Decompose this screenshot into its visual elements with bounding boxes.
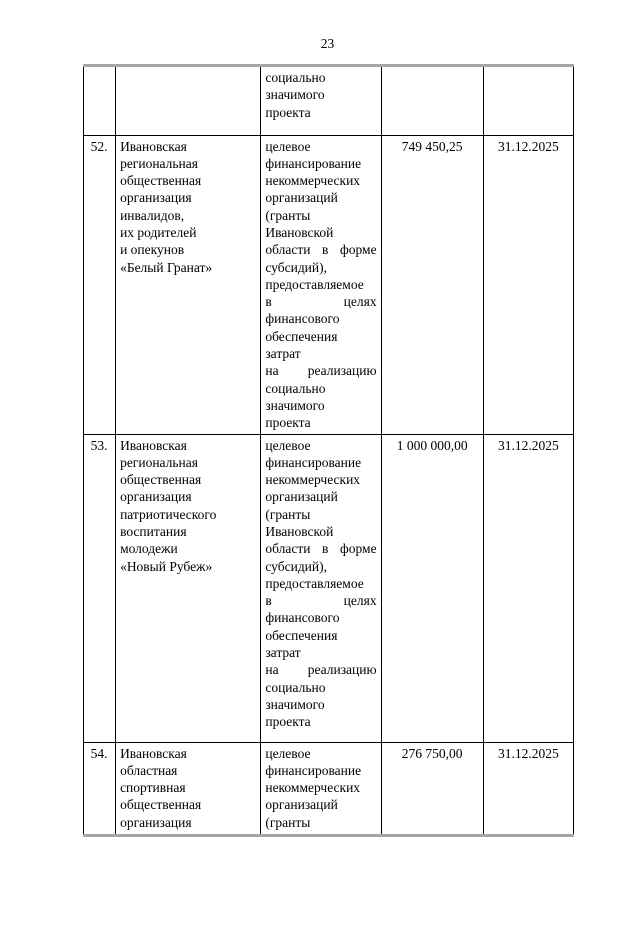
cell-amount: 276 750,00 [381, 742, 483, 834]
page-number: 23 [320, 36, 335, 51]
cell-amount: 1 000 000,00 [381, 434, 483, 742]
cell-organization: Ивановская региональная общественная организация инвалидов, их родителей и опекунов «Белый Гранат» [116, 135, 261, 434]
cell-date: 31.12.2025 [483, 742, 573, 834]
cell-amount [381, 67, 483, 135]
cell-amount: 749 450,25 [381, 135, 483, 434]
grants-table-grid [83, 67, 574, 834]
document-page [0, 36, 640, 837]
cell-number: 53. [84, 434, 116, 742]
table-row-52 [84, 135, 574, 434]
table-row-continuation [84, 67, 574, 135]
cell-purpose: целевое финансирование некоммерческих организаций (гранты Ивановской области в форме субсидий), предоставляемое в целях финансового обеспечения затрат на реализацию социально значимого проекта [261, 135, 381, 434]
cell-number [84, 67, 116, 135]
cell-organization [116, 67, 261, 135]
cell-organization: Ивановская региональная общественная организация патриотического воспитания молодежи «Новый Рубеж» [116, 434, 261, 742]
cell-purpose: целевое финансирование некоммерческих организаций (гранты [261, 742, 381, 834]
cell-date [483, 67, 573, 135]
cell-date: 31.12.2025 [483, 434, 573, 742]
grants-table [83, 64, 574, 837]
cell-date: 31.12.2025 [483, 135, 573, 434]
cell-purpose: социально значимого проекта [261, 67, 381, 135]
cell-number: 52. [84, 135, 116, 434]
cell-organization: Ивановская областная спортивная общественная организация [116, 742, 261, 834]
table-row-53 [84, 434, 574, 742]
table-row-54 [84, 742, 574, 834]
cell-number: 54. [84, 742, 116, 834]
cell-purpose: целевое финансирование некоммерческих организаций (гранты Ивановской области в форме субсидий), предоставляемое в целях финансового обеспечения затрат на реализацию социально значимого проекта [261, 434, 381, 742]
